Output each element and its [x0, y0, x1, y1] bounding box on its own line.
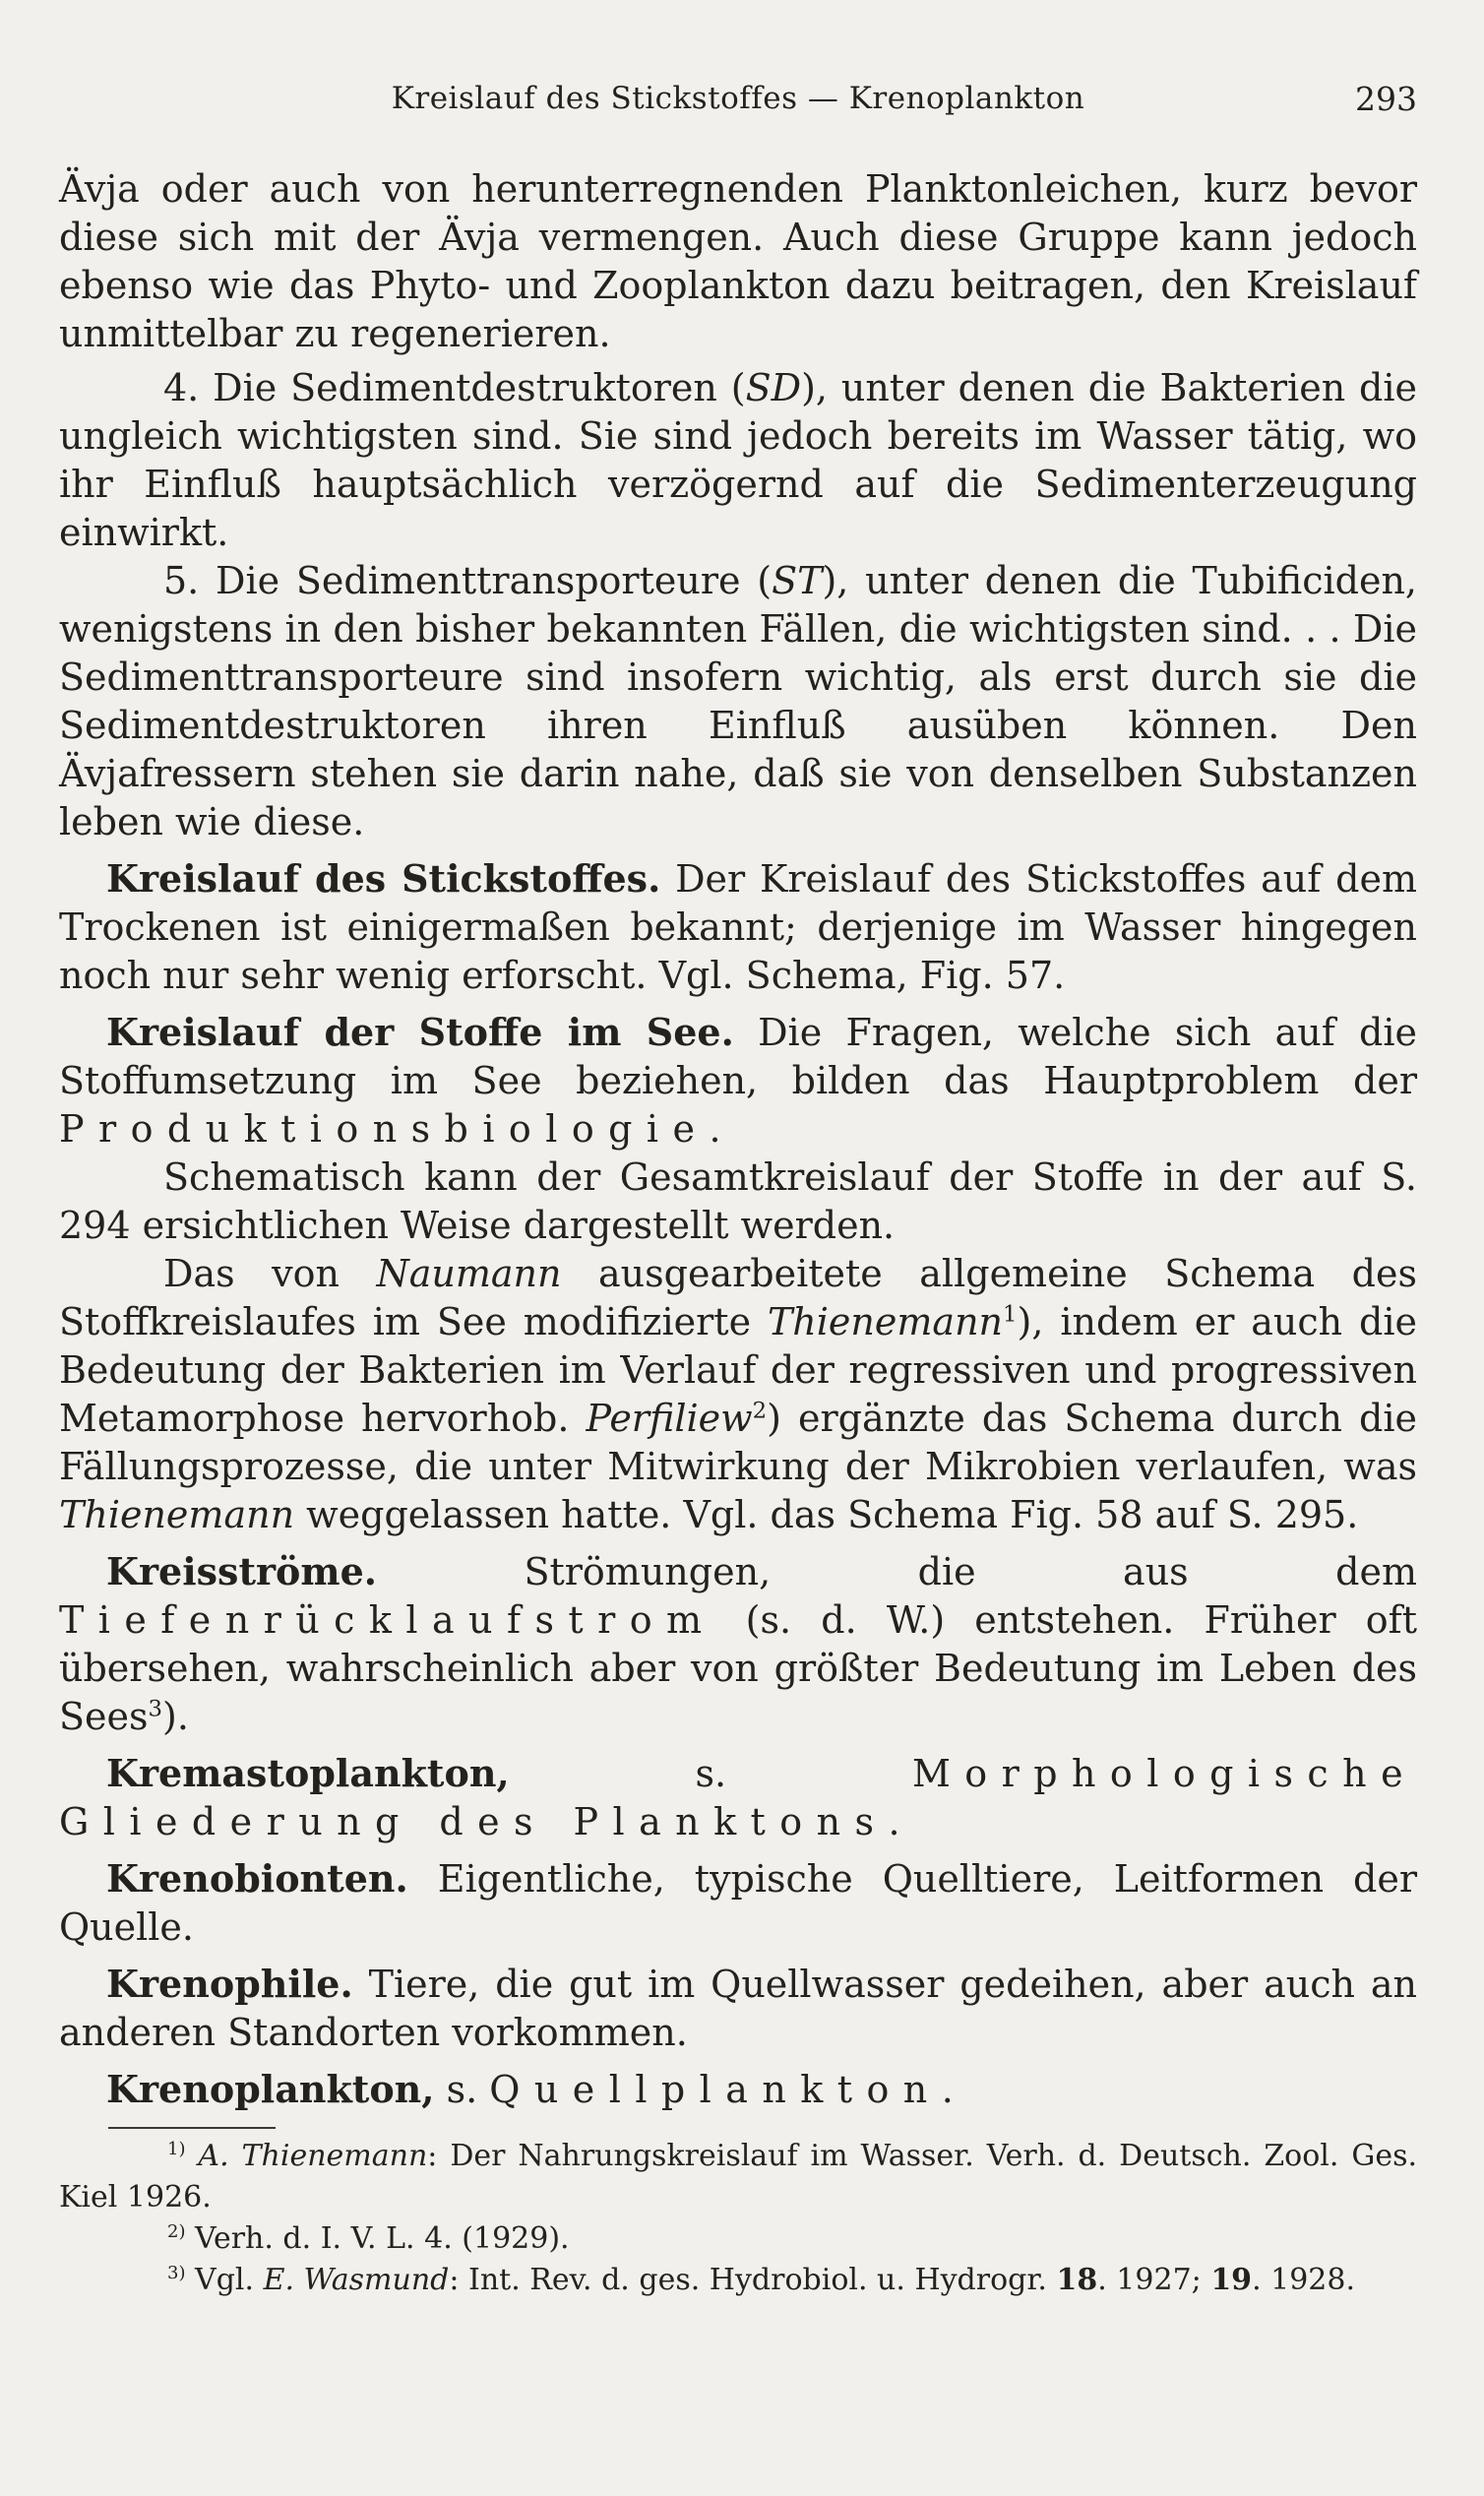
footnote-text: Verh. d. I. V. L. 4. (1929).: [195, 2221, 570, 2256]
author-name: E. Wasmund: [263, 2263, 450, 2297]
author-name: Thienemann: [59, 1493, 295, 1536]
entry-text: s.: [434, 2068, 490, 2111]
abbreviation: ST: [772, 559, 823, 602]
paragraph-text: ) ergänzte das Schema durch die Fällungsprozesse, die unter Mitwirkung der Mikrobien verlaufen, was: [59, 1397, 1417, 1488]
entry-kreisstroeme: [59, 1547, 1417, 1741]
paragraph-text: weggelassen hatte. Vgl. das Schema Fig. 58 auf S. 295.: [294, 1493, 1359, 1536]
footnote-ref[interactable]: 3: [148, 1696, 163, 1722]
footnote-mark: 1): [167, 2139, 186, 2159]
paragraph-text: Schematisch kann der Gesamtkreislauf der Stoffe in der auf S. 294 ersichtlichen Weise dargestellt werden.: [59, 1155, 1417, 1247]
entry-text: s.: [509, 1752, 912, 1795]
paragraph-naumann: [59, 1250, 1417, 1539]
entry-krenoplankton: [59, 2065, 1417, 2114]
page-number: 293: [1355, 80, 1417, 118]
paragraph-schematisch: [59, 1154, 1417, 1250]
running-title: Kreislauf des Stickstoffes — Krenoplankton: [391, 81, 1085, 116]
footnote-mark: 3): [167, 2263, 186, 2283]
paragraph-text: ), unter denen die Bakterien die ungleich wichtigsten sind. Sie sind jedoch bereits im Wasser tätig, wo ihr Einfluß hauptsächlich verzögernd auf die Sedimenterzeugung einwirkt.: [59, 366, 1418, 554]
entry-kremastoplankton: [59, 1749, 1417, 1846]
paragraph-text: Ävja oder auch von herunterregnenden Planktonleichen, kurz bevor diese sich mit der Ävja vermengen. Auch diese Gruppe kann jedoch ebenso wie das Phyto- und Zooplankton dazu beitragen, den Kreislauf unmittelbar zu regenerieren.: [59, 167, 1417, 355]
entry-term: Kreislauf des Stickstoffes.: [106, 856, 661, 901]
footnote-ref[interactable]: 1: [1003, 1301, 1018, 1328]
footnote-ref[interactable]: 2: [752, 1398, 768, 1424]
entry-text: Der Kreislauf des Stickstoffes auf dem Trockenen ist einigermaßen bekannt; derjenige im Wasser hingegen noch nur sehr wenig erforscht. Vgl. Schema, Fig. 57.: [59, 857, 1417, 997]
abbreviation: SD: [745, 366, 802, 409]
entry-text: Die Fragen, welche sich auf die Stoffumsetzung im See beziehen, bilden das Hauptproblem der: [59, 1011, 1417, 1102]
paragraph-text: Das von: [163, 1252, 377, 1295]
entry-term: Kremastoplankton,: [106, 1751, 510, 1795]
paragraph-text: 4. Die Sedimentdestruktoren (: [163, 366, 746, 409]
author-name: Thienemann: [767, 1300, 1004, 1343]
entry-krenophile: [59, 1960, 1417, 2057]
spaced-term: Morphologische Gliederung des Planktons: [59, 1752, 1417, 1843]
entry-text: ).: [162, 1695, 189, 1738]
spaced-term: Tiefenrücklaufstrom: [59, 1598, 716, 1642]
entry-text: .: [709, 1107, 721, 1151]
entry-text: .: [888, 1800, 900, 1843]
paragraph-text: ausgearbeitete allgemeine Schema des Stoffkreislaufes im See modifizierte: [59, 1252, 1417, 1343]
footnote-text: Vgl.: [195, 2263, 264, 2297]
footnotes: [59, 2136, 1417, 2301]
footnote-1: [59, 2136, 1417, 2218]
footnote-text: . 1928.: [1252, 2263, 1356, 2297]
entry-term: Kreislauf der Stoffe im See.: [106, 1010, 734, 1054]
paragraph-sedimenttransporteure: [59, 557, 1417, 846]
footnote-3: [59, 2260, 1417, 2301]
footnote-text: . 1927;: [1097, 2263, 1211, 2297]
entry-kreislauf-stickstoffes: [59, 854, 1417, 1000]
body-text: [59, 165, 1417, 2114]
volume-number: 19: [1210, 2263, 1253, 2297]
footnote-divider: [108, 2127, 276, 2129]
author-name: Perfiliew: [586, 1397, 753, 1440]
entry-text: .: [941, 2068, 954, 2111]
footnote-mark: 2): [167, 2221, 186, 2242]
entry-term: Kreisströme.: [106, 1549, 377, 1593]
footnote-text: : Int. Rev. d. ges. Hydrobiol. u. Hydrogr.: [449, 2263, 1057, 2297]
paragraph-sedimentdestruktoren: [59, 364, 1417, 557]
entry-term: Krenobionten.: [106, 1856, 408, 1901]
paragraph-text: ), indem er auch die Bedeutung der Bakterien im Verlauf der regressiven und progressiven Metamorphose hervorhob.: [59, 1300, 1417, 1440]
entry-text: Strömungen, die aus dem: [376, 1550, 1417, 1593]
author-name: A. Thienemann: [198, 2139, 428, 2173]
footnote-text: : Der Nahrungskreislauf im Wasser. Verh. d. Deutsch. Zool. Ges. Kiel 1926.: [59, 2139, 1417, 2215]
paragraph-text: ), unter denen die Tubificiden, wenigstens in den bisher bekannten Fällen, die wichtigsten sind. . . Die Sedimenttransporteure sind insofern wichtig, als erst durch sie die Sedimentdestruktoren ihren Einfluß ausüben können. Den Ävjafressern stehen sie darin nahe, daß sie von denselben Substanzen leben wie diese.: [59, 559, 1417, 843]
entry-krenobionten: [59, 1854, 1417, 1952]
entry-kreislauf-stoffe: [59, 1008, 1417, 1154]
author-name: Naumann: [376, 1252, 562, 1295]
volume-number: 18: [1056, 2263, 1098, 2297]
entry-text: (s. d. W.) entstehen. Früher oft übersehen, wahrscheinlich aber von größter Bedeutung im Leben des Sees: [59, 1598, 1417, 1738]
running-head: [59, 75, 1417, 124]
entry-text: Tiere, die gut im Quellwasser gedeihen, aber auch an anderen Standorten vorkommen.: [59, 1963, 1417, 2054]
paragraph-avja: [59, 165, 1417, 358]
entry-term: Krenophile.: [106, 1962, 353, 2006]
entry-term: Krenoplankton,: [106, 2067, 435, 2111]
spaced-term: Quellplankton: [489, 2068, 942, 2111]
paragraph-text: 5. Die Sedimenttransporteure (: [163, 559, 773, 602]
entry-text: Eigentliche, typische Quelltiere, Leitformen der Quelle.: [59, 1857, 1417, 1949]
spaced-term: Produktionsbiologie: [59, 1107, 710, 1151]
footnote-2: [59, 2218, 1417, 2260]
